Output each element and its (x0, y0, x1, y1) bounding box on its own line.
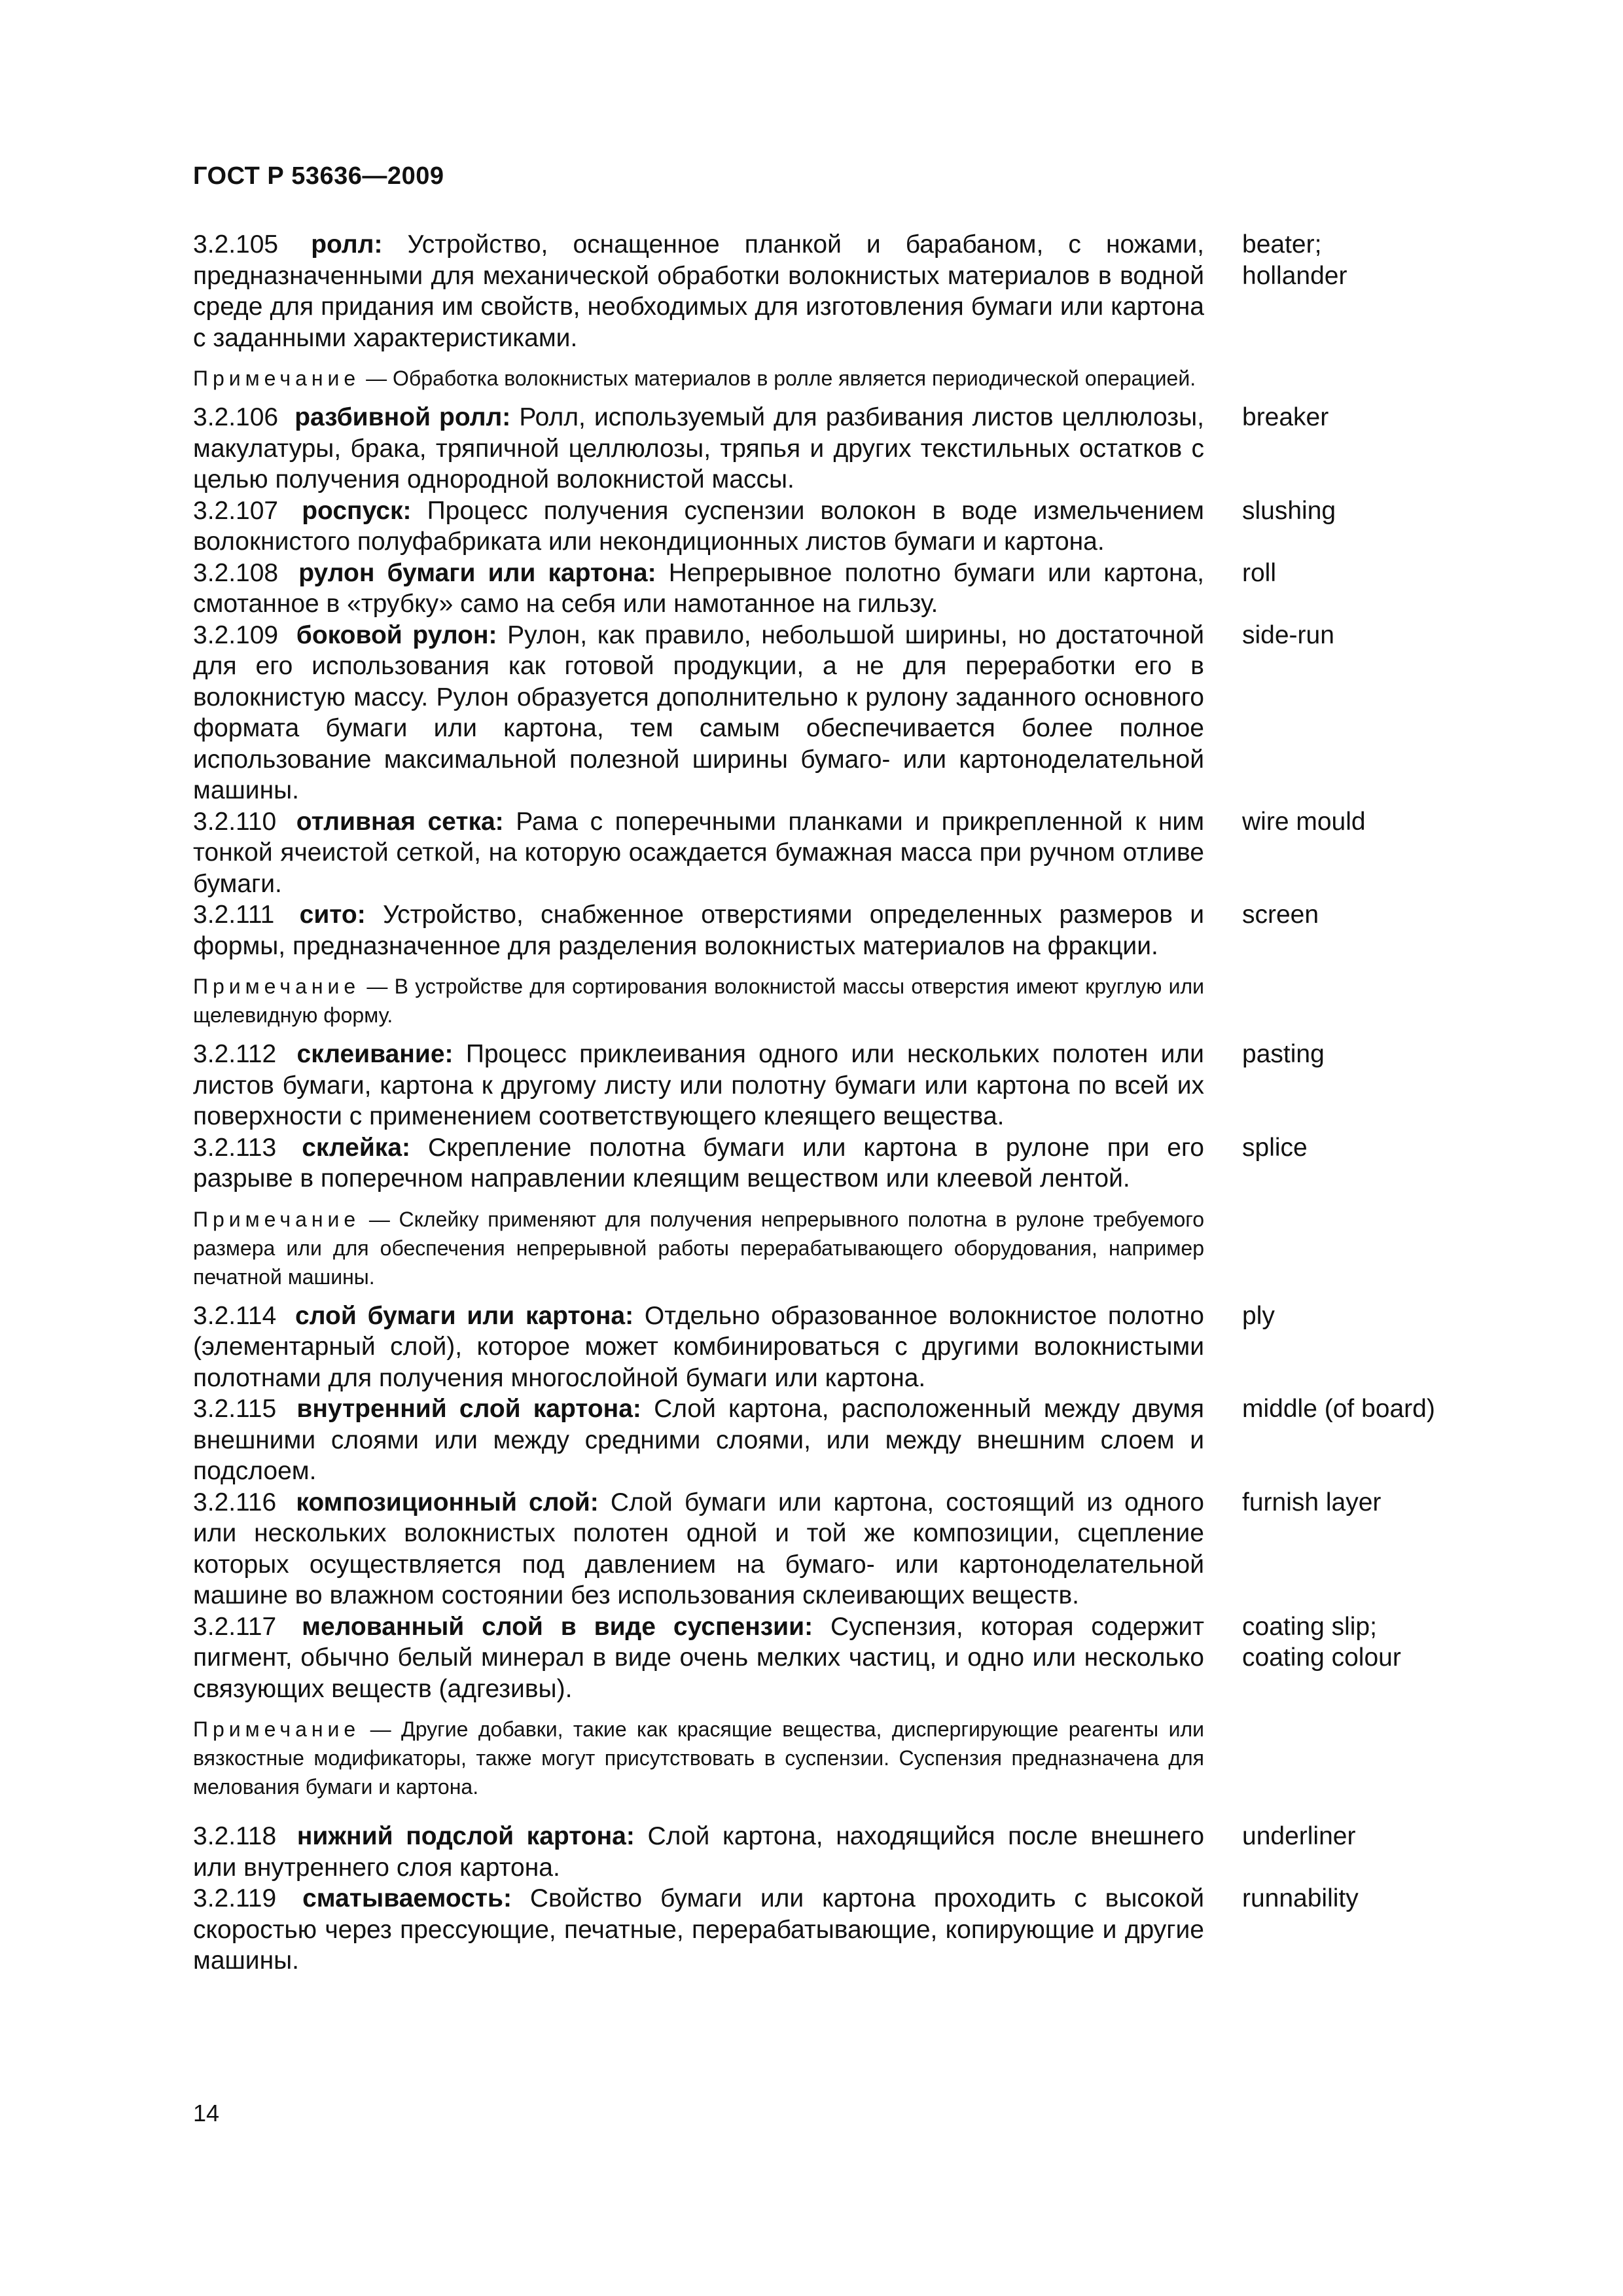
note-label: Примечание (193, 975, 361, 998)
document-header: ГОСТ Р 53636—2009 (193, 162, 444, 190)
entry-definition: Рама с поперечными планками и прикрепленной к ним тонкой ячеистой сеткой, на которую осаждается бумажная масса при ручном отливе бумаги. (193, 807, 1205, 898)
note (193, 1205, 1204, 1291)
note-text: Другие добавки, такие как красящие вещества, диспергирующие реагенты или вязкостные модификаторы, также могут присутствовать в суспензии. Суспензия предназначена для мелования бумаги и картона. (193, 1717, 1205, 1799)
entry-term: склейка: (302, 1133, 410, 1162)
page-number: 14 (193, 2100, 220, 2126)
terms-list (193, 229, 1495, 1977)
entry-number: 3.2.110 (193, 807, 277, 836)
entry-english-term: side-run (1242, 620, 1334, 649)
entry-body (193, 402, 1204, 495)
entry-number: 3.2.109 (193, 620, 279, 649)
entry-term: слой бумаги или картона: (295, 1301, 634, 1330)
term-entry-3-2-106 (193, 402, 1495, 495)
entry-term: мелованный слой в виде суспензии: (302, 1612, 813, 1641)
entry-term: боковой рулон: (296, 620, 497, 649)
term-entry-3-2-105 (193, 229, 1495, 353)
entry-english-term: pasting (1242, 1040, 1325, 1068)
note (193, 972, 1204, 1030)
entry-number: 3.2.108 (193, 558, 279, 587)
note-label: Примечание (193, 367, 361, 390)
entry-body (193, 1821, 1204, 1883)
entry-term: склеивание: (296, 1040, 454, 1068)
term-entry-3-2-109 (193, 620, 1495, 806)
entry-term: внутренний слой картона: (296, 1395, 641, 1423)
entry-english-term: runnability (1242, 1884, 1359, 1912)
entry-body (193, 899, 1204, 961)
entry-number: 3.2.117 (193, 1612, 277, 1641)
entry-body (193, 1883, 1204, 1977)
term-entry-3-2-107 (193, 495, 1495, 558)
term-entry-3-2-111 (193, 899, 1495, 961)
term-entry-3-2-110 (193, 806, 1495, 900)
entry-definition: Непрерывное полотно бумаги или картона, смотанное в «трубку» само на себя или намотанное на гильзу. (193, 558, 1205, 618)
term-entry-3-2-115 (193, 1393, 1495, 1487)
entry-number: 3.2.118 (193, 1822, 277, 1850)
note-dash: — (360, 975, 395, 998)
entry-body (193, 1611, 1204, 1705)
entry-english-term: furnish layer (1242, 1488, 1382, 1516)
entry-term: композиционный слой: (296, 1488, 599, 1516)
entry-body (193, 495, 1204, 558)
entry-body (193, 1132, 1204, 1194)
entry-term: отливная сетка: (296, 807, 504, 836)
note-text: В устройстве для сортирования волокнистой массы отверстия имеют круглую или щелевидную форму. (193, 975, 1205, 1027)
entry-english-term: splice (1242, 1133, 1308, 1162)
entry-definition: Устройство, оснащенное планкой и барабаном, с ножами, предназначенными для механической обработки волокнистых материалов в водной среде для придания им свойств, необходимых для изготовления бумаги или картона с заданными характеристиками. (193, 230, 1204, 352)
term-entry-3-2-119 (193, 1883, 1495, 1977)
entry-definition: Скрепление полотна бумаги или картона в рулоне при его разрыве в поперечном направлении клеящим веществом или клеевой лентой. (193, 1133, 1204, 1193)
entry-definition: Устройство, снабженное отверстиями определенных размеров и формы, предназначенное для разделения волокнистых материалов на фракции. (193, 901, 1204, 960)
entry-body (193, 1300, 1204, 1394)
entry-number: 3.2.114 (193, 1301, 277, 1330)
entry-english-term: screen (1242, 901, 1319, 929)
note (193, 1715, 1204, 1801)
entry-number: 3.2.112 (193, 1040, 277, 1068)
entry-body (193, 1393, 1204, 1487)
entry-number: 3.2.107 (193, 496, 279, 525)
note-label: Примечание (193, 1207, 361, 1231)
entry-english-term: wire mould (1242, 807, 1366, 836)
entry-number: 3.2.105 (193, 230, 279, 259)
entry-term: сматываемость: (302, 1884, 512, 1912)
entry-definition: Ролл, используемый для разбивания листов целлюлозы, макулатуры, брака, тряпичной целлюлозы, тряпья и других текстильных остатков с целью получения однородной волокнистой массы. (193, 403, 1205, 493)
term-entry-3-2-117 (193, 1611, 1495, 1705)
entry-number: 3.2.115 (193, 1395, 277, 1423)
note-dash: — (360, 367, 393, 390)
entry-term: ролл: (311, 230, 383, 259)
entry-term: нижний подслой картона: (296, 1822, 635, 1850)
note (193, 364, 1204, 393)
entry-term: рулон бумаги или картона: (298, 558, 656, 587)
entry-definition: Слой картона, расположенный между двумя внешними слоями или между средними слоями, или между внешним слоем и подслоем. (193, 1395, 1205, 1485)
term-entry-3-2-108 (193, 558, 1495, 620)
entry-number: 3.2.116 (193, 1488, 277, 1516)
entry-body (193, 558, 1204, 620)
note-dash: — (360, 1207, 399, 1231)
entry-body (193, 1487, 1204, 1611)
entry-body (193, 229, 1204, 353)
entry-number: 3.2.113 (193, 1133, 277, 1162)
entry-body (193, 1039, 1204, 1132)
note-dash: — (360, 1717, 402, 1741)
entry-english-term: roll (1242, 558, 1277, 587)
term-entry-3-2-112 (193, 1039, 1495, 1132)
term-entry-3-2-118 (193, 1821, 1495, 1883)
entry-english-term: beater; hollander (1242, 230, 1347, 290)
entry-term: роспуск: (302, 496, 412, 525)
entry-definition: Слой бумаги или картона, состоящий из одного или нескольких волокнистых полотен одной и той же композиции, сцепление которых осуществляется под давлением на бумаго- или картоноделательной машине во влажном состоянии без использования склеивающих веществ. (193, 1488, 1204, 1609)
term-entry-3-2-116 (193, 1487, 1495, 1611)
entry-definition: Свойство бумаги или картона проходить с высокой скоростью через прессующие, печатные, перерабатывающие, копирующие и другие машины. (193, 1884, 1204, 1975)
entry-definition: Слой картона, находящийся после внешнего или внутреннего слоя картона. (193, 1822, 1205, 1882)
note-label: Примечание (193, 1717, 361, 1741)
entry-number: 3.2.111 (193, 901, 275, 929)
term-entry-3-2-113 (193, 1132, 1495, 1194)
entry-english-term: breaker (1242, 403, 1329, 431)
entry-definition: Рулон, как правило, небольшой ширины, но достаточной для его использования как готовой продукции, а не для переработки его в волокнистую массу. Рулон образуется дополнительно к рулону заданного основного формата бумаги или картона, тем самым обеспечивается более полное использование максимальной полезной ширины бумаго- или картоноделательной машины. (193, 620, 1205, 804)
entry-body (193, 620, 1204, 806)
entry-number: 3.2.106 (193, 403, 279, 431)
entry-term: разбивной ролл: (294, 403, 511, 431)
entry-body (193, 806, 1204, 900)
entry-english-term: slushing (1242, 496, 1336, 525)
entry-definition: Суспензия, которая содержит пигмент, обычно белый минерал в виде очень мелких частиц, и одно или несколько связующих веществ (адгезивы). (193, 1612, 1204, 1703)
entry-term: сито: (299, 901, 366, 929)
entry-definition: Процесс приклеивания одного или нескольких полотен или листов бумаги, картона к другому листу или полотну бумаги или картона по всей их поверхности с применением соответствующего клеящего вещества. (193, 1040, 1204, 1130)
note-text: Склейку применяют для получения непрерывного полотна в рулоне требуемого размера или для обеспечения непрерывной работы перерабатывающего оборудования, например печатной машины. (193, 1207, 1205, 1289)
term-entry-3-2-114 (193, 1300, 1495, 1394)
entry-english-term: middle (of board) (1242, 1395, 1435, 1423)
note-text: Обработка волокнистых материалов в ролле является периодической операцией. (393, 367, 1196, 390)
entry-english-term: coating slip; coating colour (1242, 1612, 1401, 1672)
entry-english-term: ply (1242, 1301, 1275, 1330)
entry-english-term: underliner (1242, 1822, 1356, 1850)
entry-definition: Отдельно образованное волокнистое полотно (элементарный слой), которое может комбинироваться с другими волокнистыми полотнами для получения многослойной бумаги или картона. (193, 1301, 1204, 1392)
entry-definition: Процесс получения суспензии волокон в воде измельчением волокнистого полуфабриката или некондиционных листов бумаги и картона. (193, 496, 1204, 556)
entry-number: 3.2.119 (193, 1884, 277, 1912)
